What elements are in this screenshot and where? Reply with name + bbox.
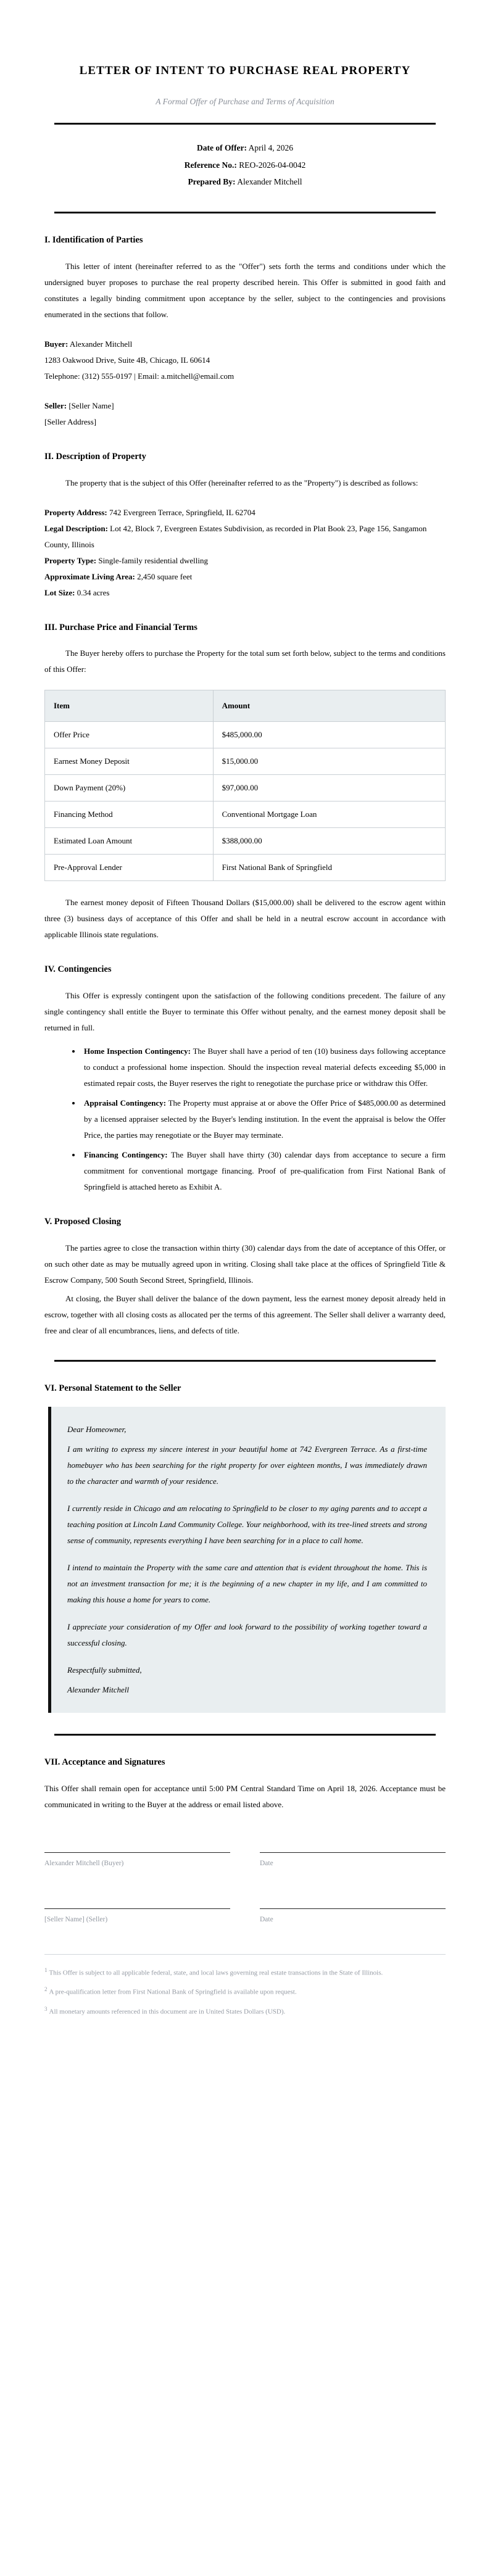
footnote-text: A pre-qualification letter from First National Bank of Springfield is available upon request. xyxy=(49,1989,297,1997)
table-cell-item: Estimated Loan Amount xyxy=(45,828,214,855)
section-heading-description: II. Description of Property xyxy=(44,451,146,462)
property-field-label: Legal Description: xyxy=(44,523,108,533)
date-label-buyer: Date xyxy=(260,1859,273,1867)
signature-line xyxy=(44,1908,230,1909)
document-meta xyxy=(44,139,446,191)
meta-prepared-label: Prepared By: xyxy=(188,177,236,187)
table-row xyxy=(45,748,446,775)
property-field-value: 2,450 square feet xyxy=(137,571,193,581)
table-row xyxy=(45,855,446,881)
section1-paragraph: This letter of intent (hereinafter referred to as the "Offer") sets forth the terms and conditions under which the undersigned buyer proposes to purchase the real property described herein. This Offer is submitted in good faith and constitutes a legally binding commitment upon acceptance by the seller, subject to the contingencies and provisions enumerated in the sections that follow. xyxy=(44,261,446,319)
table-cell-item: Financing Method xyxy=(45,801,214,828)
table-cell-item: Earnest Money Deposit xyxy=(45,748,214,775)
table-header-amount: Amount xyxy=(213,690,445,722)
financial-terms-table xyxy=(44,690,446,881)
table-cell-item: Offer Price xyxy=(45,722,214,748)
footnote-marker: 2 xyxy=(44,1986,48,1993)
statement-paragraph: I am writing to express my sincere interest in your beautiful home at 742 Evergreen Terrace. As a first-time homebuyer who has been searching for the right property for over eighteen months, I was immediately drawn to the character and warmth of your residence. xyxy=(67,1444,427,1486)
table-cell-item: Down Payment (20%) xyxy=(45,775,214,801)
footnote xyxy=(44,2003,446,2019)
footnote xyxy=(44,1965,446,1981)
section-heading-contingencies: IV. Contingencies xyxy=(44,964,112,975)
meta-prepared-by xyxy=(44,173,446,191)
seller-label: Seller: xyxy=(44,400,67,410)
statement-paragraph: I appreciate your consideration of my Offer and look forward to the possibility of working together toward a successful closing. xyxy=(67,1622,427,1648)
footnote-divider xyxy=(44,1954,446,1955)
seller-address: [Seller Address] xyxy=(44,416,97,426)
contingency-text: The Property must appraise at or above the Offer Price of $485,000.00 as determined by a licensed appraiser selected by the Buyer's lending institution. In the event the appraisal is below the Offer Price, the parties may renegotiate or the Buyer may terminate. xyxy=(84,1098,446,1140)
contingency-label: Appraisal Contingency: xyxy=(84,1098,167,1108)
contingency-label: Home Inspection Contingency: xyxy=(84,1046,191,1056)
buyer-contact: Telephone: (312) 555-0197 | Email: a.mitchell@email.com xyxy=(44,371,235,381)
signature-line xyxy=(260,1852,446,1853)
property-field-value: Lot 42, Block 7, Evergreen Estates Subdivision, as recorded in Plat Book 23, Page 156, Sangamon County, Illinois xyxy=(44,523,427,549)
section-heading-personal-statement: VI. Personal Statement to the Seller xyxy=(44,1383,181,1394)
signature-label-buyer: Alexander Mitchell (Buyer) xyxy=(44,1859,124,1867)
property-field xyxy=(44,569,446,585)
date-field-buyer[interactable] xyxy=(260,1852,446,1869)
meta-date-value: April 4, 2026 xyxy=(248,143,293,152)
statement-paragraph: I currently reside in Chicago and am relocating to Springfield to be closer to my aging parents and to accept a teaching position at Lincoln Land Community College. Your neighborhood, with its tree-lined streets and strong sense of community, represents everything I have been searching for in a place to call home. xyxy=(67,1504,427,1546)
personal-statement-callout xyxy=(48,1407,446,1713)
buyer-label: Buyer: xyxy=(44,339,69,349)
property-field-value: Single-family residential dwelling xyxy=(98,555,209,565)
meta-reference-value: REO-2026-04-0042 xyxy=(239,160,306,170)
section5-paragraph-1: The parties agree to close the transaction within thirty (30) calendar days from the date of acceptance of this Offer, or on such other date as may be mutually agreed upon in writing. Closing shall take place at the offices of Springfield Title & Escrow Company, 500 South Second Street, Springfield, Illinois. xyxy=(44,1243,446,1285)
property-field-label: Lot Size: xyxy=(44,587,75,597)
table-cell-amount: First National Bank of Springfield xyxy=(213,855,445,881)
section5-paragraph-2: At closing, the Buyer shall deliver the balance of the down payment, less the earnest money deposit already held in escrow, together with all closing costs as allocated per the terms of this agreement. The Seller shall deliver a warranty deed, free and clear of all encumbrances, liens, and defects of title. xyxy=(44,1294,446,1336)
contingency-text: The Buyer shall have a period of ten (10) business days following acceptance to conduct a professional home inspection. Should the inspection reveal material defects exceeding $5,000 in estimated repair costs, the Buyer reserves the right to renegotiate the purchase price or withdraw this Offer. xyxy=(84,1046,446,1088)
seller-name: [Seller Name] xyxy=(69,400,114,410)
contingency-list xyxy=(44,1043,446,1195)
table-cell-amount: $15,000.00 xyxy=(213,748,445,775)
signature-field-seller[interactable] xyxy=(44,1908,230,1925)
buyer-name-line xyxy=(44,336,446,352)
section-heading-identification: I. Identification of Parties xyxy=(44,234,143,245)
table-row xyxy=(45,722,446,748)
section3-closing-paragraph: The earnest money deposit of Fifteen Thousand Dollars ($15,000.00) shall be delivered to the escrow agent within three (3) business days of acceptance of this Offer and shall be held in a neutral escrow account in accordance with applicable Illinois state regulations. xyxy=(44,898,446,940)
property-field-label: Property Type: xyxy=(44,555,97,565)
table-cell-amount: $97,000.00 xyxy=(213,775,445,801)
property-fields xyxy=(44,505,446,601)
signature-row-seller xyxy=(44,1908,446,1925)
meta-reference-label: Reference No.: xyxy=(184,160,237,170)
date-field-seller[interactable] xyxy=(260,1908,446,1925)
table-cell-item: Pre-Approval Lender xyxy=(45,855,214,881)
signature-row-buyer xyxy=(44,1852,446,1869)
date-label-seller: Date xyxy=(260,1916,273,1924)
closing-divider xyxy=(54,1360,436,1362)
footnotes xyxy=(44,1965,446,2019)
footnote-text: This Offer is subject to all applicable federal, state, and local laws governing real estate transactions in the State of Illinois. xyxy=(49,1969,383,1977)
table-cell-amount: $485,000.00 xyxy=(213,722,445,748)
buyer-address: 1283 Oakwood Drive, Suite 4B, Chicago, IL 60614 xyxy=(44,355,210,365)
section-heading-acceptance: VII. Acceptance and Signatures xyxy=(44,1757,165,1768)
section4-paragraph: This Offer is expressly contingent upon the satisfaction of the following conditions precedent. The failure of any single contingency shall entitle the Buyer to terminate this Offer without penalty, and the earnest money deposit shall be returned in full. xyxy=(44,991,446,1033)
table-row xyxy=(45,775,446,801)
list-item xyxy=(81,1095,446,1143)
statement-salutation: Dear Homeowner, xyxy=(67,1425,127,1435)
property-field xyxy=(44,505,446,521)
table-cell-amount: $388,000.00 xyxy=(213,828,445,855)
section2-paragraph: The property that is the subject of this Offer (hereinafter referred to as the "Property") is described as follows: xyxy=(65,478,418,487)
title-divider xyxy=(54,123,436,125)
page-title: LETTER OF INTENT TO PURCHASE REAL PROPERTY xyxy=(79,64,411,77)
property-field xyxy=(44,585,446,601)
statement-closing: Respectfully submitted, xyxy=(67,1665,142,1675)
meta-prepared-value: Alexander Mitchell xyxy=(237,177,302,187)
signature-label-seller: [Seller Name] (Seller) xyxy=(44,1916,108,1924)
property-field xyxy=(44,553,446,569)
table-row xyxy=(45,801,446,828)
footnote xyxy=(44,1984,446,2000)
buyer-name: Alexander Mitchell xyxy=(69,339,133,349)
seller-name-line xyxy=(44,398,446,414)
list-item xyxy=(81,1147,446,1195)
meta-date xyxy=(44,139,446,157)
property-field-label: Property Address: xyxy=(44,507,107,517)
footnote-marker: 3 xyxy=(44,2006,48,2013)
section-heading-proposed-closing: V. Proposed Closing xyxy=(44,1217,121,1227)
statement-signer: Alexander Mitchell xyxy=(67,1685,129,1695)
contingency-text: The Buyer shall have thirty (30) calendar days from acceptance to secure a firm commitment for conventional mortgage financing. Proof of pre-qualification from First National Bank of Springfield is attached hereto as Exhibit A. xyxy=(84,1150,446,1192)
contingency-label: Financing Contingency: xyxy=(84,1150,168,1160)
statement-paragraph: I intend to maintain the Property with the same care and attention that is evident throughout the home. This is not an investment transaction for me; it is the beginning of a new chapter in my life, and I am committed to making this house a home for years to come. xyxy=(67,1563,427,1605)
meta-reference xyxy=(44,157,446,174)
property-field-value: 742 Evergreen Terrace, Springfield, IL 62704 xyxy=(109,507,255,517)
list-item xyxy=(81,1043,446,1091)
property-field-value: 0.34 acres xyxy=(77,587,110,597)
buyer-block xyxy=(44,336,446,384)
table-row xyxy=(45,828,446,855)
statement-divider xyxy=(54,1734,436,1736)
meta-divider xyxy=(54,212,436,213)
page-subtitle: A Formal Offer of Purchase and Terms of Acquisition xyxy=(156,96,334,106)
table-cell-amount: Conventional Mortgage Loan xyxy=(213,801,445,828)
signature-line xyxy=(260,1908,446,1909)
section3-paragraph: The Buyer hereby offers to purchase the Property for the total sum set forth below, subject to the terms and conditions of this Offer: xyxy=(44,648,446,674)
section7-paragraph: This Offer shall remain open for acceptance until 5:00 PM Central Standard Time on April 18, 2026. Acceptance must be communicated in writing to the Buyer at the address or email listed above. xyxy=(44,1783,446,1809)
page-tail-spacer xyxy=(44,2023,446,2060)
signature-field-buyer[interactable] xyxy=(44,1852,230,1869)
meta-date-label: Date of Offer: xyxy=(197,143,247,152)
footnote-marker: 1 xyxy=(44,1966,48,1973)
table-header-row xyxy=(45,690,446,722)
property-field-label: Approximate Living Area: xyxy=(44,571,135,581)
property-field xyxy=(44,521,446,553)
signature-line xyxy=(44,1852,230,1853)
table-header-item: Item xyxy=(45,690,214,722)
seller-block xyxy=(44,398,446,430)
footnote-text: All monetary amounts referenced in this document are in United States Dollars (USD). xyxy=(49,2008,286,2016)
section-heading-purchase-price: III. Purchase Price and Financial Terms xyxy=(44,622,197,632)
